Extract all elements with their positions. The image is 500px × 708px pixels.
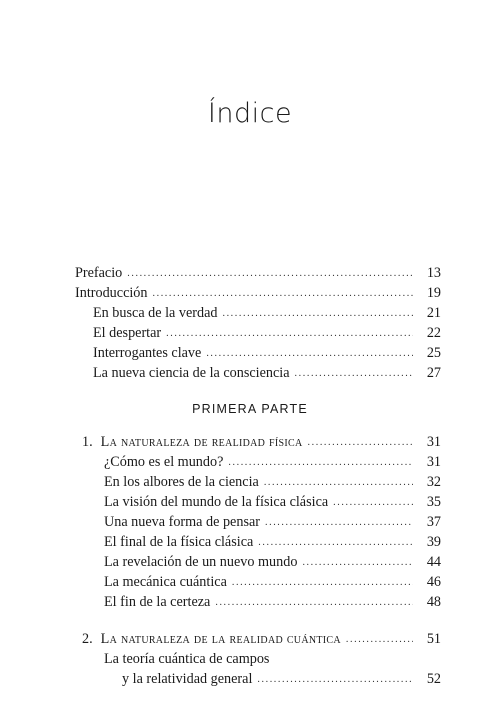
page-title: Índice: [207, 98, 293, 129]
toc-entry-teoria-campos-cont[interactable]: [122, 670, 441, 688]
toc-entry-page: 46: [426, 574, 441, 590]
toc-entry-label: En busca de la verdad: [93, 305, 218, 321]
toc-entry-label: Prefacio: [75, 265, 123, 281]
toc-entry-nueva-forma[interactable]: [104, 513, 441, 531]
toc-entry-en-busca[interactable]: [93, 304, 441, 322]
toc-entry-vision-clasica[interactable]: [104, 493, 441, 511]
toc-entry-label: La mecánica cuántica: [104, 574, 227, 590]
toc-entry-page: 31: [426, 434, 441, 450]
toc-entry-label: y la relatividad general: [122, 671, 253, 687]
leader-dots: [308, 434, 413, 452]
leader-dots: [302, 554, 413, 572]
toc-entry-label: La revelación de un nuevo mundo: [104, 554, 298, 570]
toc-entry-mecanica[interactable]: [104, 573, 441, 591]
toc-entry-albores[interactable]: [104, 473, 441, 491]
leader-dots: [153, 285, 414, 303]
toc-entry-prefacio[interactable]: [75, 264, 441, 282]
toc-entry-label: Interrogantes clave: [93, 345, 202, 361]
toc-entry-label: El despertar: [93, 325, 162, 341]
toc-entry-page: 19: [426, 285, 441, 301]
toc-entry-label: La visión del mundo de la física clásica: [104, 494, 329, 510]
toc-entry-page: 39: [426, 534, 441, 550]
toc-entry-page: 31: [426, 454, 441, 470]
chapter-title: La naturaleza de realidad física: [100, 434, 303, 450]
toc-entry-como-es[interactable]: [104, 453, 441, 471]
toc-entry-page: 22: [426, 325, 441, 341]
toc-entry-teoria-campos[interactable]: [104, 650, 441, 668]
toc-entry-page: 13: [426, 265, 441, 281]
toc-entry-page: 32: [426, 474, 441, 490]
toc-entry-page: 37: [426, 514, 441, 530]
leader-dots: [257, 671, 413, 689]
toc-entry-page: 25: [426, 345, 441, 361]
leader-dots: [264, 474, 413, 492]
chapter-number: 2.: [82, 631, 93, 647]
leader-dots: [228, 454, 413, 472]
part-heading: PRIMERA PARTE: [192, 402, 308, 416]
leader-dots: [346, 631, 413, 649]
toc-entry-page: 35: [426, 494, 441, 510]
toc-entry-label: En los albores de la ciencia: [104, 474, 259, 490]
toc-chapter-2[interactable]: [82, 630, 441, 648]
toc-entry-introduccion[interactable]: [75, 284, 441, 302]
leader-dots: [295, 365, 413, 383]
toc-entry-label: El final de la física clásica: [104, 534, 254, 550]
toc-entry-nueva-ciencia[interactable]: [93, 364, 441, 382]
toc-entry-page: 21: [426, 305, 441, 321]
leader-dots: [166, 325, 413, 343]
leader-dots: [222, 305, 413, 323]
toc-entry-page: 27: [426, 365, 441, 381]
toc-entry-label: Una nueva forma de pensar: [104, 514, 260, 530]
leader-dots: [215, 594, 413, 612]
leader-dots: [265, 514, 413, 532]
leader-dots: [333, 494, 413, 512]
leader-dots: [258, 534, 413, 552]
toc-entry-page: 52: [426, 671, 441, 687]
toc-entry-page: 48: [426, 594, 441, 610]
leader-dots: [232, 574, 413, 592]
toc-chapter-1[interactable]: [82, 433, 441, 451]
toc-entry-page: 44: [426, 554, 441, 570]
toc-entry-final-clasica[interactable]: [104, 533, 441, 551]
chapter-number: 1.: [82, 434, 93, 450]
toc-entry-label: La nueva ciencia de la consciencia: [93, 365, 290, 381]
toc-entry-label: ¿Cómo es el mundo?: [104, 454, 224, 470]
toc-entry-label: El fin de la certeza: [104, 594, 211, 610]
toc-entry-interrogantes[interactable]: [93, 344, 441, 362]
toc-entry-label: La teoría cuántica de campos: [104, 651, 270, 667]
chapter-title: La naturaleza de la realidad cuántica: [100, 631, 341, 647]
leader-dots: [127, 265, 413, 283]
toc-entry-el-despertar[interactable]: [93, 324, 441, 342]
toc-entry-page: 51: [426, 631, 441, 647]
leader-dots: [206, 345, 413, 363]
toc-entry-fin-certeza[interactable]: [104, 593, 441, 611]
toc-entry-label: Introducción: [75, 285, 148, 301]
toc-entry-revelacion[interactable]: [104, 553, 441, 571]
